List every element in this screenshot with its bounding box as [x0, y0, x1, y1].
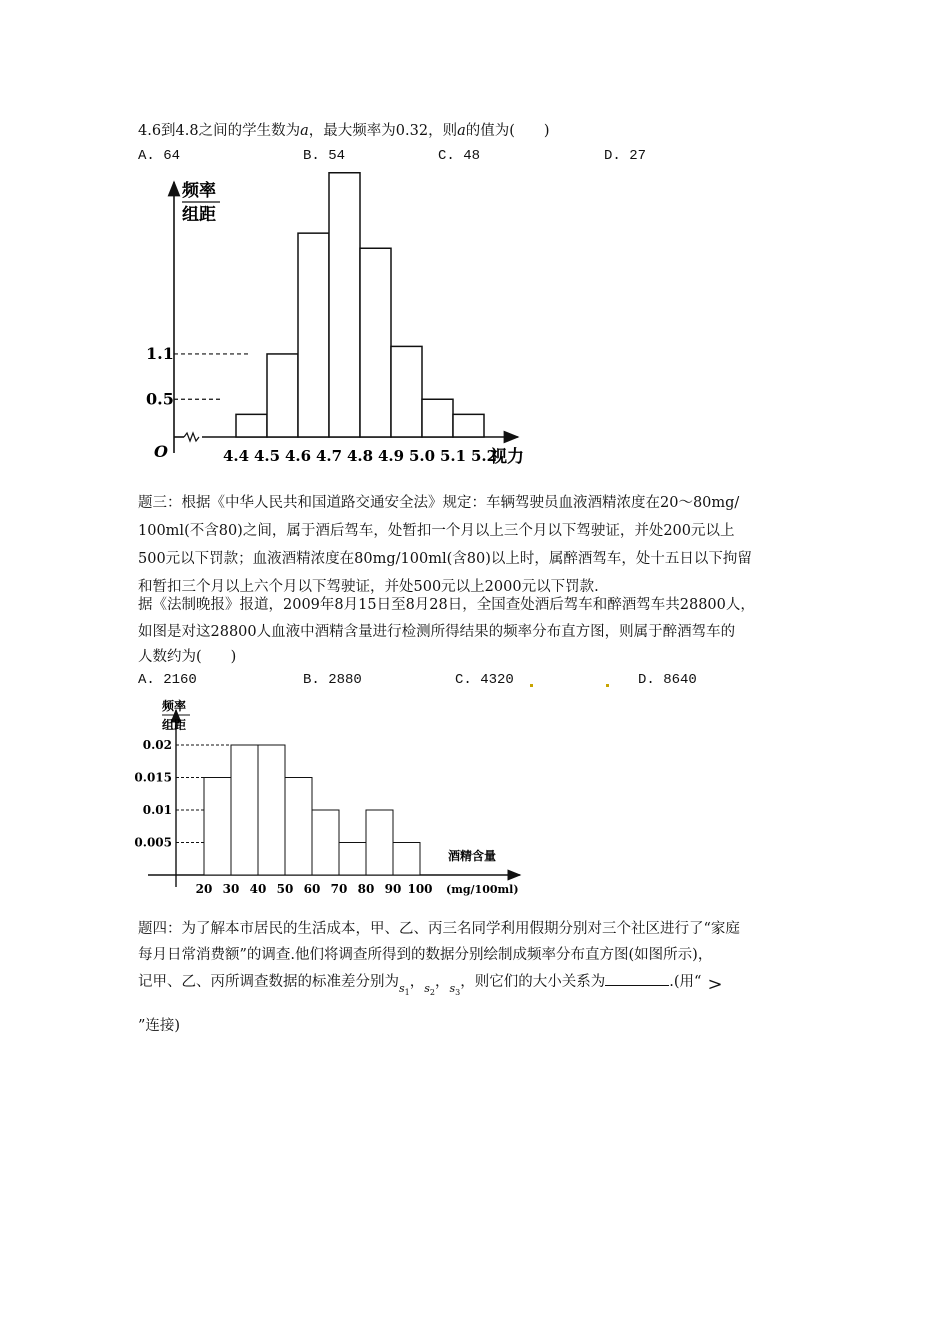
- histogram-bar: [267, 354, 298, 437]
- y-axis-label-bottom: 组距: [182, 205, 216, 225]
- axis-break: [184, 433, 199, 441]
- s3-symbol: [449, 982, 461, 998]
- x-tick-label: 4.5: [253, 447, 281, 465]
- x-tick-label: 4.9: [377, 447, 405, 465]
- q3-line-4: 和暂扣三个月以上六个月以下驾驶证，并处500元以上2000元以下罚款.: [138, 579, 599, 595]
- y-axis-label-top: 频率: [162, 699, 187, 713]
- s3-letter: s: [449, 982, 456, 995]
- y-axis-label-bottom: 组距: [162, 718, 187, 732]
- histogram-bar: [366, 810, 393, 875]
- x-tick-label: 100: [407, 882, 433, 896]
- x-tick-label: 20: [195, 882, 213, 896]
- option-c: C. 48: [438, 148, 481, 164]
- greater-than-symbol: >: [707, 974, 723, 995]
- q3-option-a: A. 2160: [138, 672, 197, 688]
- q-intro-line: [138, 121, 550, 141]
- histogram-bar: [393, 843, 420, 876]
- y-tick-label: 1.1: [146, 343, 174, 363]
- y-axis-label-top: 频率: [182, 181, 216, 201]
- histogram-bar: [258, 745, 285, 875]
- q4-line-3-post: ，则它们的大小关系为: [460, 974, 606, 990]
- s2-subscript: 2: [429, 988, 435, 998]
- q-intro-end: 的值为( ): [465, 123, 550, 139]
- histogram-bar: [298, 233, 329, 437]
- histogram-bar: [422, 399, 453, 437]
- x-tick-label: 30: [222, 882, 240, 896]
- s2-symbol: [424, 982, 435, 998]
- histogram-bar: [231, 745, 258, 875]
- x-axis-label: 酒精含量: [448, 849, 497, 863]
- q-intro-text: 4.6到4.8之间的学生数为: [138, 123, 301, 139]
- s1-subscript: 1: [404, 988, 410, 998]
- histogram-bar: [453, 414, 484, 437]
- option-d: D. 27: [604, 148, 647, 164]
- q3-option-c: C. 4320: [455, 672, 514, 688]
- q4-line-1: 题四：为了解本市居民的生活成本，甲、乙、丙三名同学利用假期分别对三个社区进行了“家庭: [138, 921, 740, 937]
- s2-letter: s: [424, 982, 430, 995]
- q3-option-d: D. 8640: [638, 672, 697, 688]
- x-tick-label: 5.1: [439, 447, 467, 465]
- q4-line-4: ”连接): [138, 1018, 181, 1034]
- q4-line-3-text: 记甲、乙、丙所调查数据的标准差分别为: [138, 974, 399, 990]
- histogram-bar: [360, 248, 391, 437]
- histogram-bar: [391, 346, 422, 437]
- y-tick-label: 0.015: [134, 770, 172, 785]
- q3-option-b: B. 2880: [303, 672, 362, 688]
- q4-line-3-end: .(用“: [669, 974, 702, 990]
- x-tick-label: 70: [330, 882, 348, 896]
- s1-letter: s: [399, 982, 405, 995]
- q3-line-2: 100ml(不含80)之间，属于酒后驾车，处暂扣一个月以上三个月以下驾驶证，并处200元以上: [138, 523, 735, 539]
- var-a: a: [300, 123, 309, 139]
- q3-line-5: 据《法制晚报》报道，2009年8月15日至8月28日，全国查处酒后驾车和醉酒驾车共28800人，: [138, 597, 755, 613]
- x-tick-label: 4.8: [346, 447, 374, 465]
- alcohol-histogram: [134, 690, 540, 900]
- histogram-bar: [204, 778, 231, 876]
- x-tick-label: 50: [276, 882, 294, 896]
- stray-dot: [530, 684, 533, 687]
- y-tick-label: 0.5: [146, 389, 174, 409]
- vision-histogram: [140, 172, 540, 472]
- var-a-2: a: [457, 123, 466, 139]
- x-tick-label: 5.2: [470, 447, 498, 465]
- y-tick-label: 0.01: [142, 803, 172, 817]
- x-axis-unit: (mg/100ml): [446, 883, 519, 896]
- answer-blank[interactable]: [605, 971, 669, 986]
- x-axis-label: 视力: [490, 447, 524, 467]
- histogram-bar: [329, 173, 360, 437]
- y-tick-label: 0.02: [142, 738, 172, 752]
- x-tick-label: 4.4: [222, 447, 250, 465]
- s3-subscript: 3: [455, 988, 461, 998]
- option-a: A. 64: [138, 148, 181, 164]
- q4-line-3: [138, 971, 723, 997]
- x-tick-label: 80: [357, 882, 375, 896]
- x-tick-label: 60: [303, 882, 321, 896]
- q4-line-2: 每月日常消费额”的调查.他们将调查所得到的数据分别绘制成频率分布直方图(如图所示)，: [138, 947, 713, 963]
- origin-label: O: [154, 442, 168, 461]
- s1-symbol: [399, 982, 410, 998]
- x-tick-label: 40: [249, 882, 267, 896]
- q3-line-3: 500元以下罚款；血液酒精浓度在80mg/100ml(含80)以上时，属醉酒驾车，处十五日以下拘留: [138, 551, 752, 567]
- x-tick-label: 4.6: [284, 447, 312, 465]
- histogram-bar: [236, 414, 267, 437]
- y-tick-label: 0.005: [134, 835, 172, 850]
- histogram-bar: [285, 778, 312, 876]
- q3-line-6: 如图是对这28800人血液中酒精含量进行检测所得结果的频率分布直方图，则属于醉酒驾车的: [138, 624, 736, 640]
- separator: ，: [435, 974, 450, 990]
- q3-line-7: 人数约为( ): [138, 649, 237, 665]
- separator: ，: [409, 974, 425, 990]
- q3-line-1: 题三：根据《中华人民共和国道路交通安全法》规定：车辆驾驶员血液酒精浓度在20～80mg/: [138, 495, 740, 511]
- histogram-bar: [339, 843, 366, 876]
- x-tick-label: 4.7: [315, 447, 343, 465]
- x-tick-label: 90: [384, 882, 402, 896]
- stray-dot: [606, 684, 609, 687]
- x-tick-label: 5.0: [408, 447, 436, 465]
- histogram-bar: [312, 810, 339, 875]
- q-intro-mid: ，最大频率为0.32，则: [308, 123, 458, 139]
- option-b: B. 54: [303, 148, 346, 164]
